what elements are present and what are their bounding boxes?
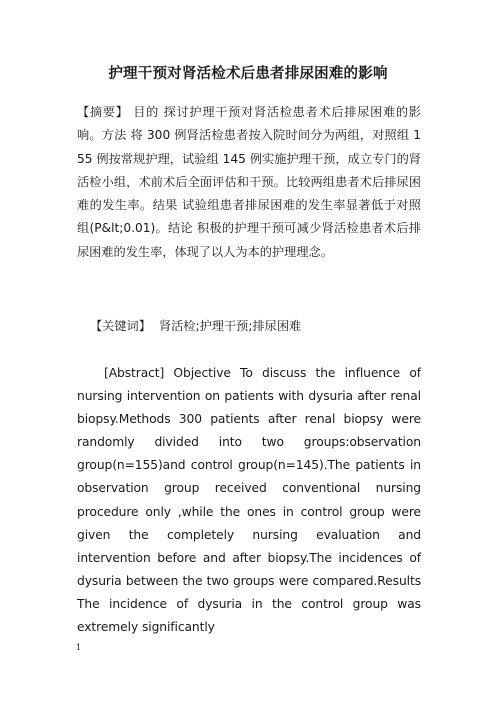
chinese-abstract: 【摘要】 目的 探讨护理干预对肾活检患者术后排尿困难的影响。方法 将 300 例肾活检患者按入院时间分为两组，对照组 155 例按常规护理，试验组 145 例实施护理干预，成立专门的肾活检小组，术前术后全面评估和干预。比较两组患者术后排尿困难的发生率。结果 试验组患者排尿困难的发生率显著低于对照组(P&lt;0.01)。结论 积极的护理干预可减少肾活检患者术后排尿困难的发生率，体现了以人为本的护理理念。 xyxy=(77,105,421,259)
english-abstract: [Abstract] Objective To discuss the influence of nursing intervention on patients with dysuria after renal biopsy.Methods 300 patients after renal biopsy were randomly divided into two groups:observation group(n=155)and control group(n=145).The patients in observation group received conventional nursing procedure only ,while the ones in control group were given the completely nursing evaluation and intervention before and after biopsy.The incidences of dysuria between the two groups were compared.Results The incidence of dysuria in the control group was extremely significantly xyxy=(77,366,421,635)
keywords-text: 肾活检;护理干预;排尿困难 xyxy=(158,319,302,333)
keywords-line xyxy=(90,316,420,336)
page-number: 1 xyxy=(76,643,82,652)
keywords-label: 【关键词】 xyxy=(90,319,151,333)
document-title: 护理干预对肾活检术后患者排尿困难的影响 xyxy=(108,66,388,82)
